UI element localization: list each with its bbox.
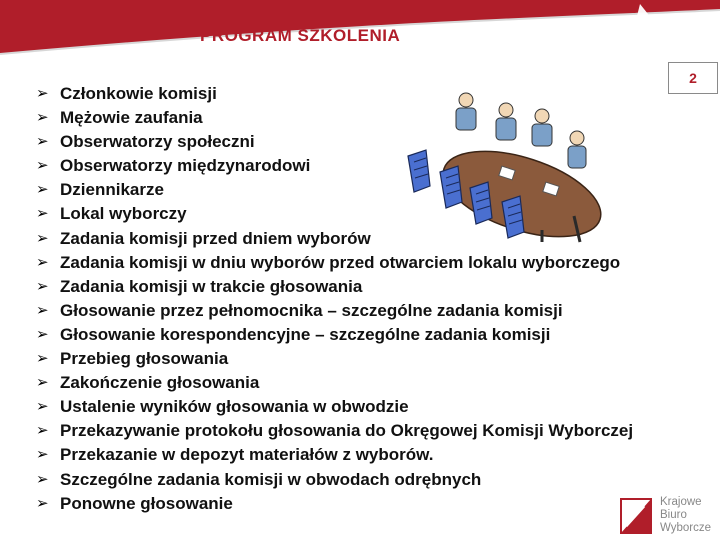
arrow-bullet-icon: ➢ xyxy=(36,374,49,392)
page-number-box: 2 xyxy=(668,62,718,94)
logo-text xyxy=(660,496,711,535)
arrow-bullet-icon: ➢ xyxy=(36,398,49,416)
arrow-bullet-icon: ➢ xyxy=(36,157,49,175)
arrow-bullet-icon: ➢ xyxy=(36,325,49,343)
arrow-bullet-icon: ➢ xyxy=(36,85,49,102)
slide-title: PROGRAM SZKOLENIA xyxy=(200,26,401,45)
arrow-bullet-icon: ➢ xyxy=(36,422,49,440)
kbw-logo-mark-icon xyxy=(620,496,654,536)
arrow-bullet-icon: ➢ xyxy=(36,253,49,271)
meeting-table-illustration xyxy=(404,76,604,246)
arrow-bullet-icon: ➢ xyxy=(36,470,49,488)
arrow-bullet-icon: ➢ xyxy=(36,494,49,512)
arrow-bullet-icon: ➢ xyxy=(36,133,49,151)
arrow-bullet-icon: ➢ xyxy=(36,181,49,199)
arrow-bullet-icon: ➢ xyxy=(36,277,49,295)
logo-line: Wyborcze xyxy=(660,522,712,534)
arrow-bullet-icon: ➢ xyxy=(36,301,49,319)
kbw-logo xyxy=(620,496,720,540)
arrow-bullet-icon: ➢ xyxy=(36,446,49,464)
arrow-bullet-icon: ➢ xyxy=(36,205,49,223)
arrow-bullet-icon: ➢ xyxy=(36,229,49,247)
arrow-bullet-icon: ➢ xyxy=(36,109,49,127)
arrow-bullet-icon: ➢ xyxy=(36,350,49,368)
logo-line: Biuro xyxy=(660,509,687,521)
logo-line: Krajowe xyxy=(660,496,702,508)
